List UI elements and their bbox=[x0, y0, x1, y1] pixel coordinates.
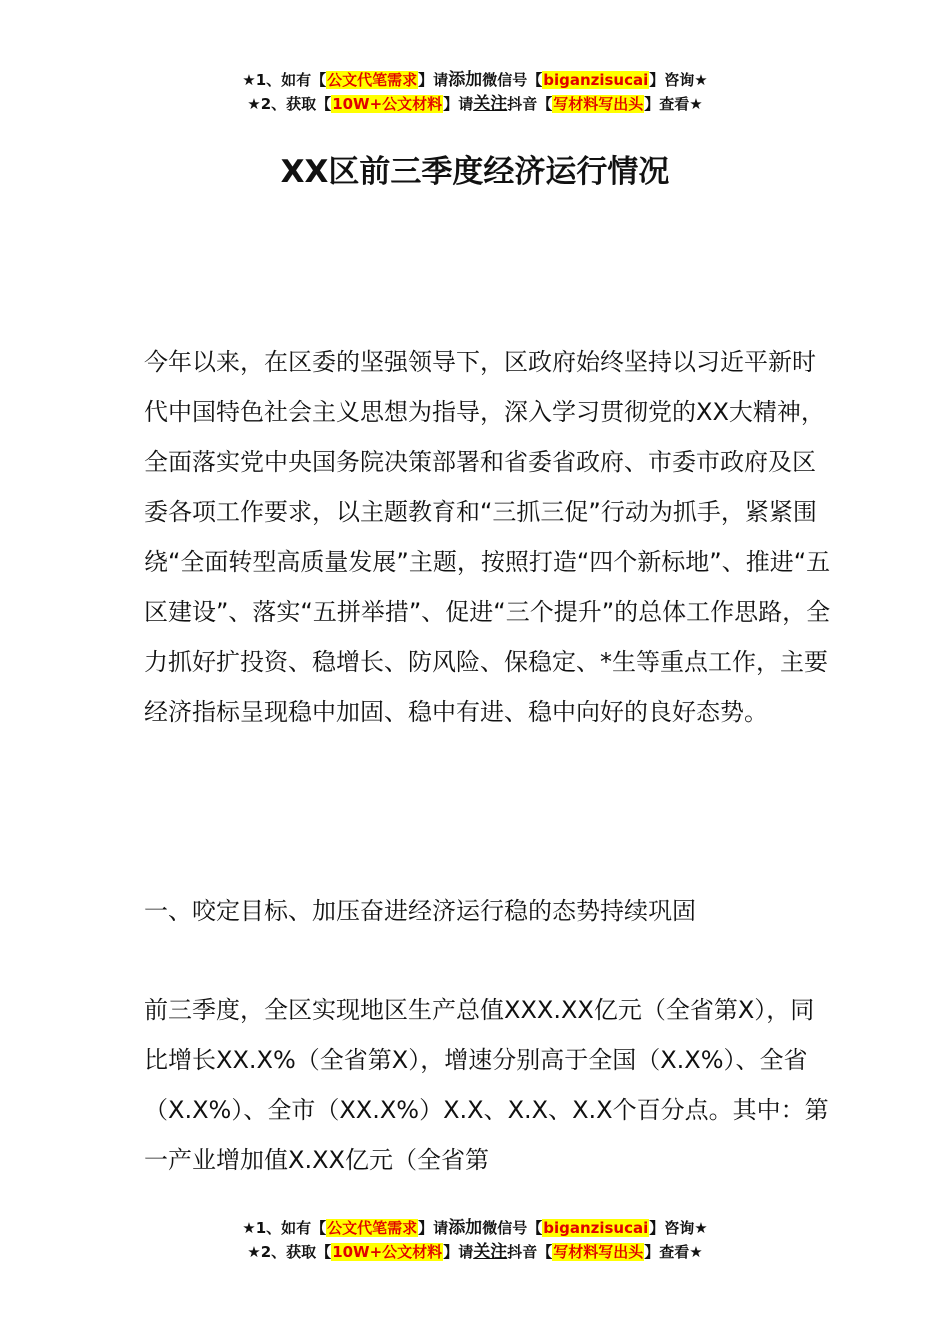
section-1-heading: 一、咬定目标、加压奋进经济运行稳的态势持续巩固 bbox=[144, 897, 696, 925]
promo-line-2: ★2、获取【10W+公文材料】请关注抖音【写材料写出头】查看★ bbox=[247, 1242, 703, 1262]
document-title: XX区前三季度经济运行情况 bbox=[280, 154, 670, 190]
section-1-paragraph: 前三季度，全区实现地区生产总值XXX.XX亿元（全省第X），同比增长XX.X%（全省第X），增速分别高于全国（X.X%）、全省（X.X%）、全市（XX.X%）X.X、X.X、X.X个百分点。其中：第一产业增加值X.XX亿元（全省第 bbox=[144, 996, 829, 1174]
promo-line-2: ★2、获取【10W+公文材料】请关注抖音【写材料写出头】查看★ bbox=[247, 94, 703, 114]
highlight-douyin-id: 写材料写出头 bbox=[553, 95, 644, 113]
promo-line-1: ★1、如有【公文代笔需求】请添加微信号【biganzisucai】咨询★ bbox=[242, 70, 708, 90]
highlight-materials: 10W+公文材料 bbox=[332, 1243, 443, 1261]
intro-paragraph: 今年以来，在区委的坚强领导下，区政府始终坚持以习近平新时代中国特色社会主义思想为指导，深入学习贯彻党的XX大精神，全面落实党中央国务院决策部署和省委省政府、市委市政府及区委各项工作要求，以主题教育和“三抓三促”行动为抓手，紧紧围绕“全面转型高质量发展”主题，按照打造“四个新标地”、推进“五区建设”、落实“五拼举措”、促进“三个提升”的总体工作思路，全力抓好扩投资、稳增长、防风险、保稳定、*生等重点工作，主要经济指标呈现稳中加固、稳中有进、稳中向好的良好态势。 bbox=[144, 348, 831, 726]
highlight-douyin-id: 写材料写出头 bbox=[553, 1243, 644, 1261]
highlight-materials: 10W+公文材料 bbox=[332, 95, 443, 113]
highlight-service: 公文代笔需求 bbox=[327, 71, 418, 89]
highlight-wechat-id: biganzisucai bbox=[543, 1219, 649, 1237]
promo-line-1: ★1、如有【公文代笔需求】请添加微信号【biganzisucai】咨询★ bbox=[242, 1218, 708, 1238]
highlight-service: 公文代笔需求 bbox=[327, 1219, 418, 1237]
promo-banner-top bbox=[0, 68, 950, 116]
promo-banner-bottom bbox=[0, 1216, 950, 1264]
highlight-wechat-id: biganzisucai bbox=[543, 71, 649, 89]
